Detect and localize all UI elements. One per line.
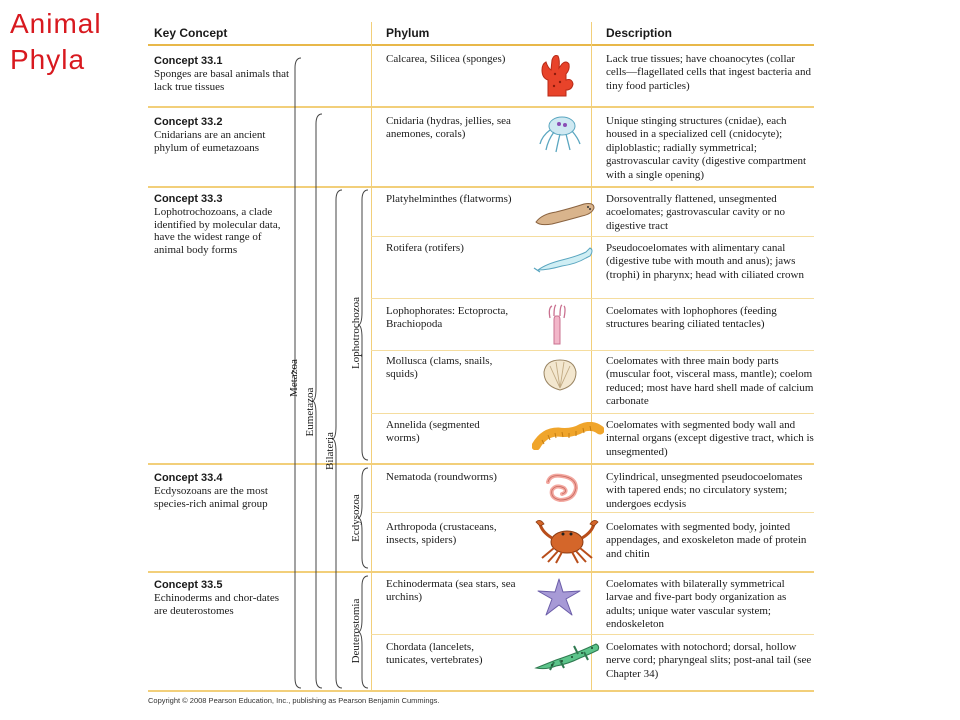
concept-33-2: [154, 115, 294, 154]
phylum-name: Platyhelminthes (flatworms): [386, 193, 512, 205]
phylum-name: Echinodermata (sea stars, sea urchins): [386, 578, 516, 603]
flatworm-icon: [532, 198, 598, 228]
concept-body: Sponges are basal animals that lack true tissues: [154, 68, 290, 93]
concept-33-4: [154, 471, 294, 510]
lophophorate-icon: [542, 304, 572, 346]
phylum-description: Coelomates with segmented body wall and internal organs (except digestive tract, which is unsegmented): [606, 419, 814, 458]
metazoa-label: Metazoa: [288, 359, 300, 397]
phylum-description: Cylindrical, unsegmented pseudocoelomates with tapered ends; no circulatory system; undergoes ecdysis: [606, 471, 803, 510]
phylum-name: Nematoda (roundworms): [386, 471, 497, 483]
salamander-icon: [532, 638, 602, 674]
phylum-name: Arthropoda (crustaceans, insects, spiders): [386, 521, 497, 546]
group-rule: [148, 106, 814, 108]
phyla-table: [148, 22, 814, 692]
jellyfish-icon: [532, 114, 584, 154]
copyright-notice: Copyright © 2008 Pearson Education, Inc., publishing as Pearson Benjamin Cummings.: [148, 696, 440, 705]
sea-star-icon: [536, 577, 582, 617]
concept-body: Echinoderms and chor-dates are deuterostomes: [154, 592, 280, 617]
concept-33-5: [154, 578, 294, 617]
concept-title: Concept 33.5: [154, 579, 223, 591]
deuterostomia-label: Deuterostomia: [350, 598, 362, 664]
phylum-name: Calcarea, Silicea (sponges): [386, 53, 506, 65]
phylum-description: Coelomates with notochord; dorsal, hollow nerve cord; pharyngeal slits; post-anal tail (see Chapter 34): [606, 641, 812, 680]
lophotrochozoa-label: Lophotrochozoa: [350, 296, 362, 370]
group-rule: [148, 571, 814, 573]
phylum-name: Cnidaria (hydras, jellies, sea anemones, corals): [386, 115, 511, 140]
phylum-name: Annelida (segmented worms): [386, 419, 480, 444]
concept-body: Lophotrochozoans, a clade identified by molecular data, have the widest range of animal body forms: [154, 206, 281, 256]
row-rule: [371, 634, 814, 635]
rotifer-icon: [532, 244, 596, 274]
concept-body: Cnidarians are an ancient phylum of eumetazoans: [154, 129, 266, 154]
phylum-description: Lack true tissues; have choanocytes (collar cells—flagellated cells that ingest bacteria and tiny food particles): [606, 53, 811, 92]
row-rule: [371, 298, 814, 299]
crab-icon: [532, 518, 602, 564]
concept-33-3: [154, 192, 294, 256]
concept-title: Concept 33.1: [154, 55, 223, 67]
phylum-name: Rotifera (rotifers): [386, 242, 464, 254]
phylum-description: Unique stinging structures (cnidae), each housed in a specialized cell (cnidocyte); diploblastic; radially symmetrical; gastrovascular cavity (digestive compartment with a single opening): [606, 115, 807, 181]
concept-body: Ecdysozoans are the most species-rich animal group: [154, 485, 268, 510]
header-phylum: Phylum: [386, 26, 430, 40]
eumetazoa-label: Eumetazoa: [304, 387, 316, 437]
header-key-concept: Key Concept: [154, 26, 228, 40]
roundworm-icon: [542, 472, 582, 506]
row-rule: [371, 236, 814, 237]
header-description: Description: [606, 26, 673, 40]
phylum-description: Coelomates with lophophores (feeding structures bearing ciliated tentacles): [606, 305, 777, 331]
slide-title: Animal Phyla: [10, 8, 102, 75]
column-divider: [591, 22, 592, 692]
concept-title: Concept 33.4: [154, 472, 223, 484]
phylum-name: Mollusca (clams, snails, squids): [386, 355, 493, 380]
concept-title: Concept 33.2: [154, 116, 223, 128]
group-rule: [148, 186, 814, 188]
phylum-description: Pseudocoelomates with alimentary canal (digestive tube with mouth and anus); jaws (trophi) in pharynx; head with ciliated crown: [606, 242, 804, 281]
phylum-name: Chordata (lancelets, tunicates, vertebrates): [386, 641, 483, 666]
row-rule: [371, 350, 814, 351]
segmented-worm-icon: [532, 422, 604, 450]
row-rule: [371, 413, 814, 414]
row-rule: [371, 512, 814, 513]
bottom-rule: [148, 690, 814, 692]
shell-icon: [540, 356, 580, 392]
group-rule: [148, 463, 814, 465]
header-rule: [148, 44, 814, 46]
bilateria-label: Bilateria: [324, 432, 336, 470]
ecdysozoa-label: Ecdysozoa: [350, 494, 362, 542]
concept-title: Concept 33.3: [154, 193, 223, 205]
phylum-description: Coelomates with bilaterally symmetrical larvae and five-part body organization as adults; unique water vascular system; endoskeleton: [606, 578, 787, 631]
phylum-description: Coelomates with three main body parts (muscular foot, visceral mass, mantle); coelom reduced; most have hard shell made of calcium carbonate: [606, 355, 814, 408]
phylum-name: Lophophorates: Ectoprocta, Brachiopoda: [386, 305, 509, 330]
phylum-description: Coelomates with segmented body, jointed appendages, and exoskeleton made of protein and chitin: [606, 521, 807, 560]
concept-33-1: [154, 54, 294, 93]
sponge-icon: [532, 52, 582, 98]
phylum-description: Dorsoventrally flattened, unsegmented acoelomates; gastrovascular cavity or no digestive tract: [606, 193, 785, 232]
